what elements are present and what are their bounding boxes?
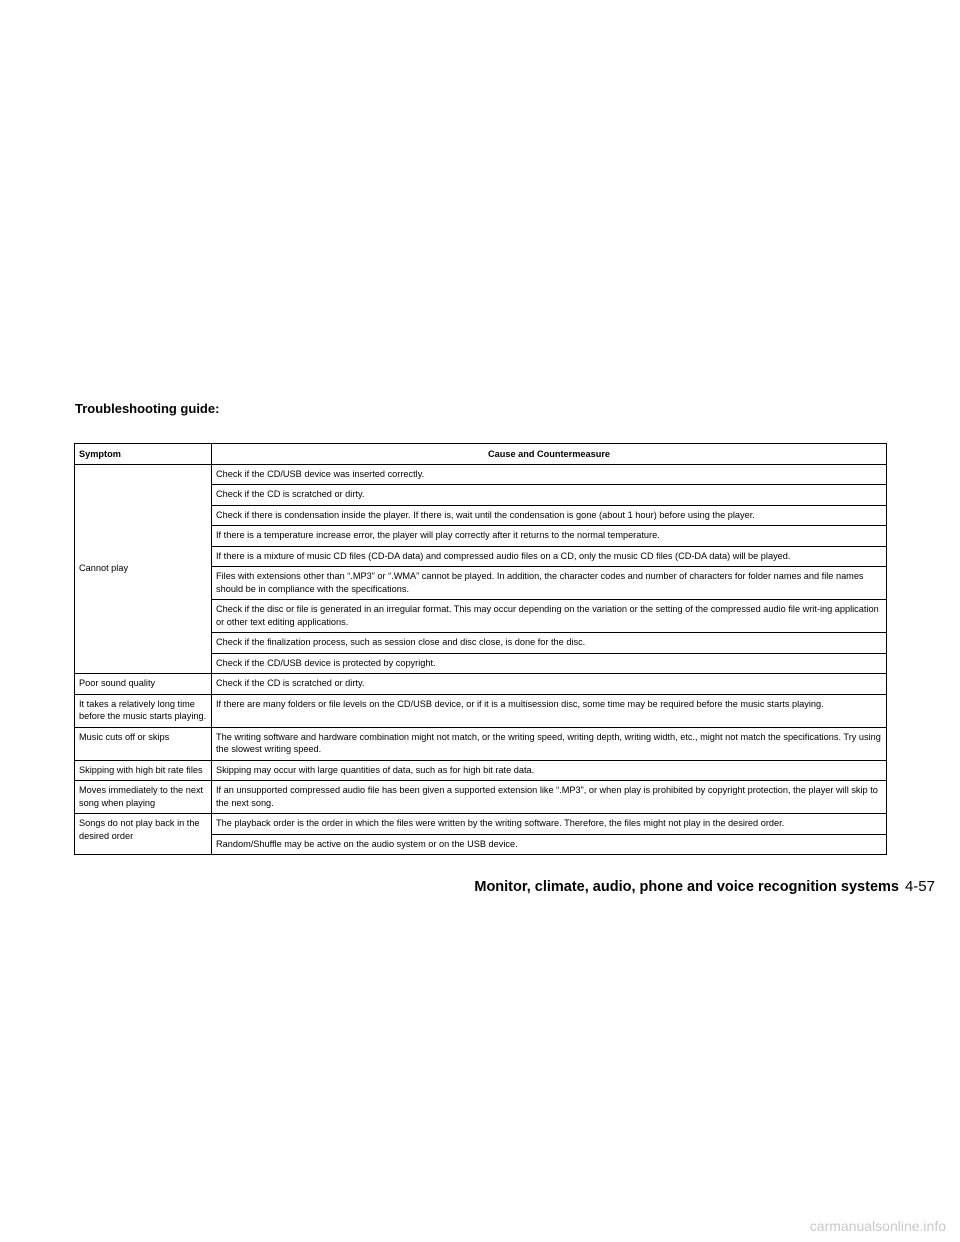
symptom-column-header: Symptom bbox=[75, 444, 212, 465]
cause-cell: Files with extensions other than “.MP3” or “.WMA” cannot be played. In addition, the character codes and number of characters for folder names and file names should be in compliance with the specifications. bbox=[212, 567, 887, 600]
cause-cell: If there is a mixture of music CD files (CD-DA data) and compressed audio files on a CD, only the music CD files (CD-DA data) will be played. bbox=[212, 546, 887, 567]
table-row bbox=[75, 760, 887, 781]
page-heading: Troubleshooting guide: bbox=[75, 401, 220, 416]
troubleshooting-table bbox=[74, 443, 887, 855]
watermark: carmanualsonline.info bbox=[809, 1218, 946, 1234]
table-row bbox=[75, 464, 887, 485]
symptom-cell: Moves immediately to the next song when playing bbox=[75, 781, 212, 814]
cause-column-header: Cause and Countermeasure bbox=[212, 444, 887, 465]
table-row bbox=[75, 727, 887, 760]
table-row bbox=[75, 781, 887, 814]
cause-cell: Check if the CD/USB device is protected by copyright. bbox=[212, 653, 887, 674]
cause-cell: If there is a temperature increase error, the player will play correctly after it returns to the normal temperature. bbox=[212, 526, 887, 547]
cause-cell: Skipping may occur with large quantities of data, such as for high bit rate data. bbox=[212, 760, 887, 781]
cause-cell: Check if the finalization process, such as session close and disc close, is done for the disc. bbox=[212, 633, 887, 654]
cause-cell: Check if the CD is scratched or dirty. bbox=[212, 674, 887, 695]
footer-section-title: Monitor, climate, audio, phone and voice recognition systems bbox=[474, 879, 899, 895]
page-number: 4-57 bbox=[904, 878, 935, 895]
cause-cell: Random/Shuffle may be active on the audio system or on the USB device. bbox=[212, 834, 887, 855]
table-header-row bbox=[75, 444, 887, 465]
cause-cell: The writing software and hardware combination might not match, or the writing speed, writing depth, writing width, etc., might not match the specifications. Try using the slowest writing speed. bbox=[212, 727, 887, 760]
table-body bbox=[75, 464, 887, 855]
symptom-cell: Poor sound quality bbox=[75, 674, 212, 695]
symptom-cell: Cannot play bbox=[75, 464, 212, 674]
table-row bbox=[75, 694, 887, 727]
cause-cell: If there are many folders or file levels on the CD/USB device, or if it is a multisession disc, some time may be required before the music starts playing. bbox=[212, 694, 887, 727]
cause-cell: The playback order is the order in which the files were written by the writing software. Therefore, the files might not play in the desired order. bbox=[212, 814, 887, 835]
symptom-cell: It takes a relatively long time before the music starts playing. bbox=[75, 694, 212, 727]
cause-cell: Check if the disc or file is generated in an irregular format. This may occur depending on the variation or the setting of the compressed audio file writ-ing application or other text editing applications. bbox=[212, 600, 887, 633]
symptom-cell: Music cuts off or skips bbox=[75, 727, 212, 760]
symptom-cell: Songs do not play back in the desired order bbox=[75, 814, 212, 855]
cause-cell: Check if the CD is scratched or dirty. bbox=[212, 485, 887, 506]
cause-cell: Check if the CD/USB device was inserted correctly. bbox=[212, 464, 887, 485]
cause-cell: Check if there is condensation inside the player. If there is, wait until the condensation is gone (about 1 hour) before using the player. bbox=[212, 505, 887, 526]
page-footer bbox=[474, 878, 935, 895]
table-row bbox=[75, 674, 887, 695]
symptom-cell: Skipping with high bit rate files bbox=[75, 760, 212, 781]
table-row bbox=[75, 814, 887, 835]
cause-cell: If an unsupported compressed audio file has been given a supported extension like “.MP3”, or when play is prohibited by copyright protection, the player will skip to the next song. bbox=[212, 781, 887, 814]
